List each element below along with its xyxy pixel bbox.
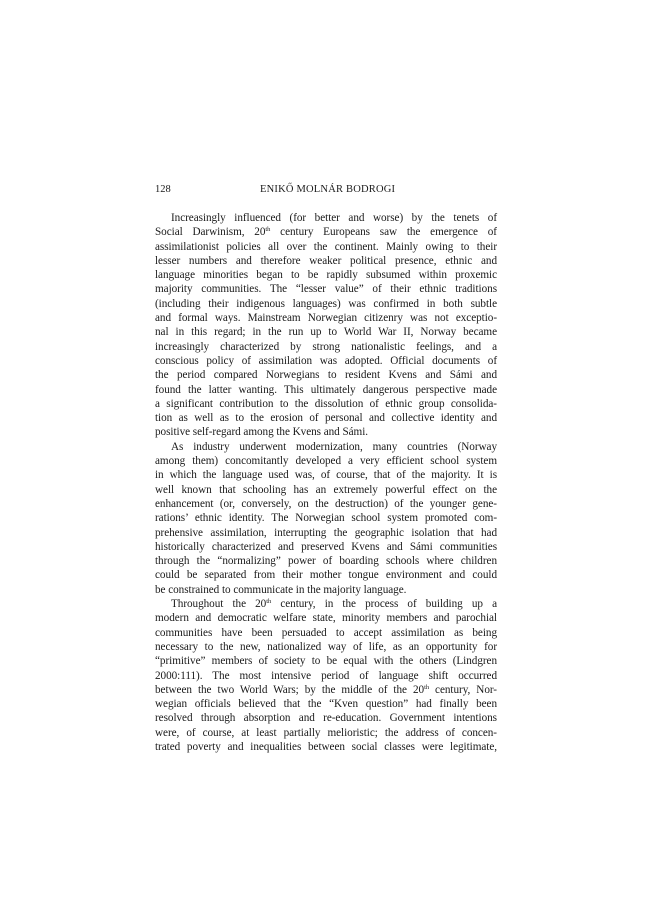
text-line: could be separated from their mother tongue environment and could: [155, 569, 497, 582]
text-line: resolved through absorption and re-education. Government intentions: [155, 712, 497, 725]
text-line: and formal ways. Mainstream Norwegian citizenry was not exceptio-: [155, 312, 497, 325]
text-line-segment: century Europeans saw the emergence of: [270, 226, 497, 239]
text-line: were, of course, at least partially melioristic; the address of concen-: [155, 726, 497, 739]
text-line-segment: century, Nor-: [429, 683, 497, 696]
text-line: among them) concomitantly developed a very efficient school system: [155, 455, 497, 468]
text-line: historically characterized and preserved Kvens and Sámi communities: [155, 540, 497, 553]
text-line: in which the language used was, of course, that of the majority. It is: [155, 469, 497, 482]
text-line: rations’ ethnic identity. The Norwegian school system promoted com-: [155, 512, 497, 525]
book-page: [155, 0, 497, 920]
page-number: 128: [155, 184, 171, 195]
text-line: wegian officials believed that the “Kven question” had finally been: [155, 698, 497, 711]
text-line: 2000:111). The most intensive period of language shift occurred: [155, 669, 497, 682]
text-line: assimilationist policies all over the continent. Mainly owing to their: [155, 240, 497, 253]
text-line: well known that schooling has an extremely powerful effect on the: [155, 483, 497, 496]
text-line-segment: Social Darwinism, 20: [155, 226, 266, 239]
text-line: [155, 225, 497, 239]
text-line: conscious policy of assimilation was adopted. Official documents of: [155, 354, 497, 367]
text-line: trated poverty and inequalities between social classes were legitimate,: [155, 740, 497, 753]
text-line: As industry underwent modernization, many countries (Norway: [171, 440, 497, 453]
text-line: found the latter wanting. This ultimately dangerous perspective made: [155, 383, 497, 396]
text-line-segment: between the two World Wars; by the middle of the 20: [155, 683, 425, 696]
text-line: be constrained to communicate in the majority language.: [155, 583, 407, 596]
text-line: positive self-regard among the Kvens and Sámi.: [155, 426, 369, 439]
text-line-segment: century, in the process of building up a: [271, 598, 497, 611]
text-line: a significant contribution to the dissolution of ethnic group consolida-: [155, 397, 497, 410]
running-head-author: ENIKŐ MOLNÁR BODROGI: [260, 184, 396, 195]
ordinal-superscript: th: [424, 683, 430, 691]
text-line: Increasingly influenced (for better and worse) by the tenets of: [171, 212, 497, 224]
body-text: [155, 211, 497, 754]
text-line: enhancement (or, conversely, on the destruction) of the younger gene-: [155, 497, 497, 510]
text-line: necessary to the new, nationalized way of life, as an opportunity for: [155, 640, 497, 653]
text-line: majority communities. The “lesser value” of their ethnic traditions: [155, 283, 497, 296]
text-line: lesser numbers and therefore weaker political presence, ethnic and: [155, 254, 497, 267]
text-line: (including their indigenous languages) was confirmed in both subtle: [155, 297, 497, 310]
text-line: communities have been persuaded to accept assimilation as being: [155, 626, 497, 639]
running-head: [155, 183, 497, 197]
text-line: the period compared Norwegians to resident Kvens and Sámi and: [155, 369, 497, 382]
text-line: prehensive assimilation, interrupting the geographic isolation that had: [155, 526, 497, 539]
text-line: modern and democratic welfare state, minority members and parochial: [155, 612, 497, 625]
text-line: language minorities began to be rapidly subsumed within proxemic: [155, 269, 497, 282]
text-line: [155, 683, 497, 697]
text-line: nal in this regard; in the run up to World War II, Norway became: [155, 326, 497, 339]
text-line: [155, 597, 497, 611]
text-line-segment: Throughout the 20: [171, 598, 267, 611]
ordinal-superscript: th: [265, 226, 271, 234]
ordinal-superscript: th: [266, 598, 272, 606]
text-line: tion as well as to the erosion of personal and collective identity and: [155, 412, 497, 425]
text-line: “primitive” members of society to be equal with the others (Lindgren: [155, 655, 497, 668]
text-line: through the “normalizing” power of boarding schools where children: [155, 555, 497, 568]
text-line: increasingly characterized by strong nationalistic feelings, and a: [155, 340, 497, 353]
